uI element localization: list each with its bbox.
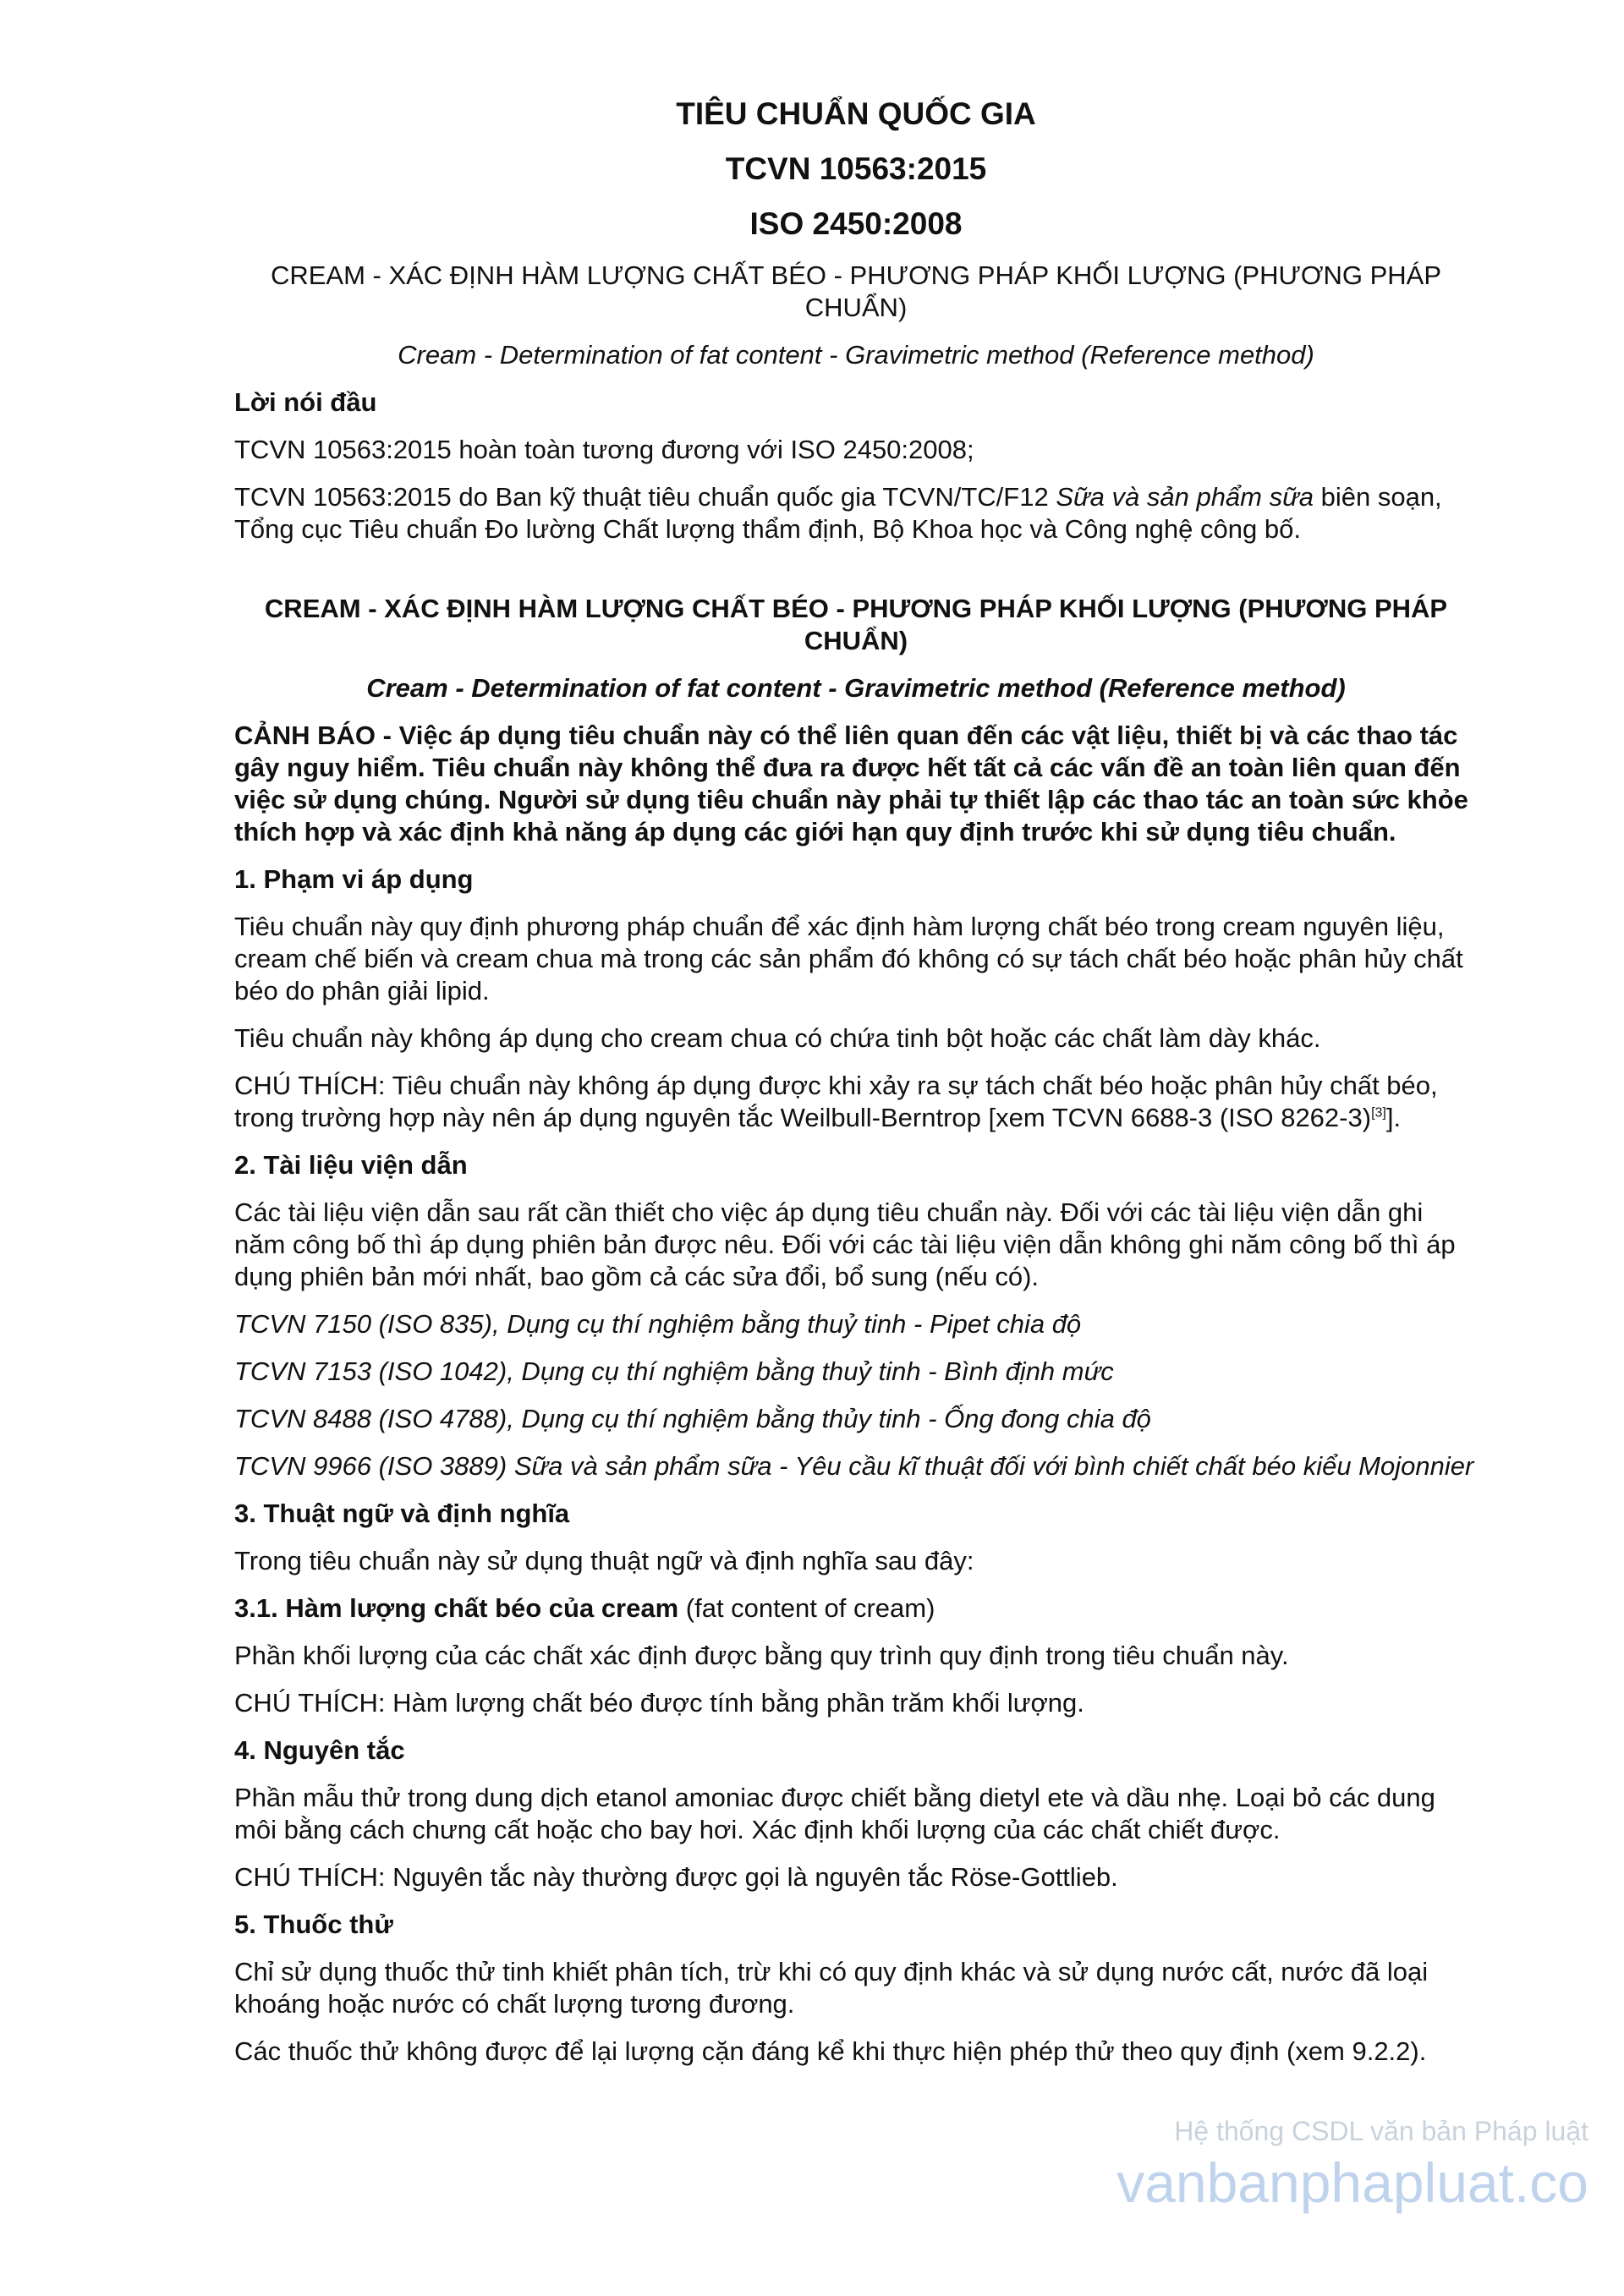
reference-item: TCVN 7153 (ISO 1042), Dụng cụ thí nghiệm bằng thuỷ tinh - Bình định mức: [234, 1356, 1114, 1386]
section-5-paragraph-2: Các thuốc thử không được để lại lượng cặn đáng kể khi thực hiện phép thử theo quy định (xem 9.2.2).: [234, 2036, 1427, 2066]
term-3-1-definition: Phần khối lượng của các chất xác định được bằng quy trình quy định trong tiêu chuẩn này.: [234, 1641, 1289, 1670]
doc-title-standard: TIÊU CHUẨN QUỐC GIA: [676, 96, 1036, 131]
section-1-note: CHÚ THÍCH: Tiêu chuẩn này không áp dụng được khi xảy ra sự tách chất béo hoặc phân hủy chất béo, trong trường hợp này nên áp dụng nguyên tắc Weilbull-Berntrop [xem TCVN 6688-3 (ISO 8262-3)[3]].: [234, 1071, 1438, 1132]
reference-item: TCVN 8488 (ISO 4788), Dụng cụ thí nghiệm bằng thủy tinh - Ống đong chia độ: [234, 1404, 1151, 1433]
reference-item: TCVN 7150 (ISO 835), Dụng cụ thí nghiệm bằng thuỷ tinh - Pipet chia độ: [234, 1309, 1082, 1339]
doc-title-tcvn: TCVN 10563:2015: [725, 151, 987, 186]
doc-subtitle-en: Cream - Determination of fat content - Gravimetric method (Reference method): [398, 340, 1314, 370]
section-4-paragraph: Phần mẫu thử trong dung dịch etanol amoniac được chiết bằng dietyl ete và dầu nhẹ. Loại bỏ các dung môi bằng cách chưng cất hoặc cho bay hơi. Xác định khối lượng của các chất chiết được.: [234, 1783, 1435, 1844]
doc-subtitle-vi: CREAM - XÁC ĐỊNH HÀM LƯỢNG CHẤT BÉO - PHƯƠNG PHÁP KHỐI LƯỢNG (PHƯƠNG PHÁP CHUẨN): [270, 260, 1442, 322]
section-5-paragraph-1: Chỉ sử dụng thuốc thử tinh khiết phân tích, trừ khi có quy định khác và sử dụng nước cất, nước đã loại khoáng hoặc nước có chất lượng tương đương.: [234, 1957, 1429, 2019]
reference-item: TCVN 9966 (ISO 3889) Sữa và sản phẩm sữa - Yêu cầu kĩ thuật đối với bình chiết chất béo kiểu Mojonnier: [234, 1451, 1474, 1481]
section-1-paragraph-2: Tiêu chuẩn này không áp dụng cho cream chua có chứa tinh bột hoặc các chất làm dày khác.: [234, 1023, 1321, 1053]
document-page: [234, 95, 1478, 2083]
watermark-caption: Hệ thống CSDL văn bản Pháp luật: [1174, 2116, 1588, 2146]
foreword-heading: Lời nói đầu: [234, 387, 377, 417]
main-title-vi: CREAM - XÁC ĐỊNH HÀM LƯỢNG CHẤT BÉO - PHƯƠNG PHÁP KHỐI LƯỢNG (PHƯƠNG PHÁP CHUẨN): [264, 594, 1448, 655]
section-5-heading: 5. Thuốc thử: [234, 1910, 393, 1939]
section-2-intro: Các tài liệu viện dẫn sau rất cần thiết cho việc áp dụng tiêu chuẩn này. Đối với các tài liệu viện dẫn ghi năm công bố thì áp dụng phiên bản được nêu. Đối với các tài liệu viện dẫn không ghi năm công bố thì áp dụng phiên bản mới nhất, bao gồm cả các sửa đổi, bổ sung (nếu có).: [234, 1197, 1456, 1291]
footnote-ref: [3]: [1371, 1105, 1386, 1121]
section-4-note: CHÚ THÍCH: Nguyên tắc này thường được gọi là nguyên tắc Röse-Gottlieb.: [234, 1862, 1118, 1892]
section-4-heading: 4. Nguyên tắc: [234, 1735, 405, 1765]
warning-paragraph: CẢNH BÁO - Việc áp dụng tiêu chuẩn này có thể liên quan đến các vật liệu, thiết bị và các thao tác gây nguy hiểm. Tiêu chuẩn này không thể đưa ra được hết tất cả các vấn đề an toàn liên quan đến việc sử dụng chúng. Người sử dụng tiêu chuẩn này phải tự thiết lập các thao tác an toàn sức khỏe thích hợp và xác định khả năng áp dụng các giới hạn quy định trước khi sử dụng tiêu chuẩn.: [234, 721, 1468, 847]
section-3-intro: Trong tiêu chuẩn này sử dụng thuật ngữ và định nghĩa sau đây:: [234, 1546, 974, 1575]
section-2-heading: 2. Tài liệu viện dẫn: [234, 1150, 468, 1180]
term-3-1: 3.1. Hàm lượng chất béo của cream (fat content of cream): [234, 1593, 935, 1623]
section-1-paragraph-1: Tiêu chuẩn này quy định phương pháp chuẩn để xác định hàm lượng chất béo trong cream nguyên liệu, cream chế biến và cream chua mà trong các sản phẩm đó không có sự tách chất béo hoặc phân hủy chất béo do phân giải lipid.: [234, 912, 1463, 1006]
watermark-site-name: vanbanphapluat.co: [1116, 2151, 1588, 2214]
doc-title-iso: ISO 2450:2008: [749, 206, 963, 241]
section-1-heading: 1. Phạm vi áp dụng: [234, 864, 474, 894]
foreword-paragraph-1: TCVN 10563:2015 hoàn toàn tương đương với ISO 2450:2008;: [234, 435, 974, 464]
foreword-paragraph-2: TCVN 10563:2015 do Ban kỹ thuật tiêu chuẩn quốc gia TCVN/TC/F12 Sữa và sản phẩm sữa biên soạn, Tổng cục Tiêu chuẩn Đo lường Chất lượng thẩm định, Bộ Khoa học và Công nghệ công bố.: [234, 482, 1442, 544]
section-3-heading: 3. Thuật ngữ và định nghĩa: [234, 1499, 570, 1528]
main-title-en: Cream - Determination of fat content - Gravimetric method (Reference method): [366, 673, 1346, 703]
section-3-note: CHÚ THÍCH: Hàm lượng chất béo được tính bằng phần trăm khối lượng.: [234, 1688, 1084, 1718]
watermark: [1116, 2114, 1588, 2217]
